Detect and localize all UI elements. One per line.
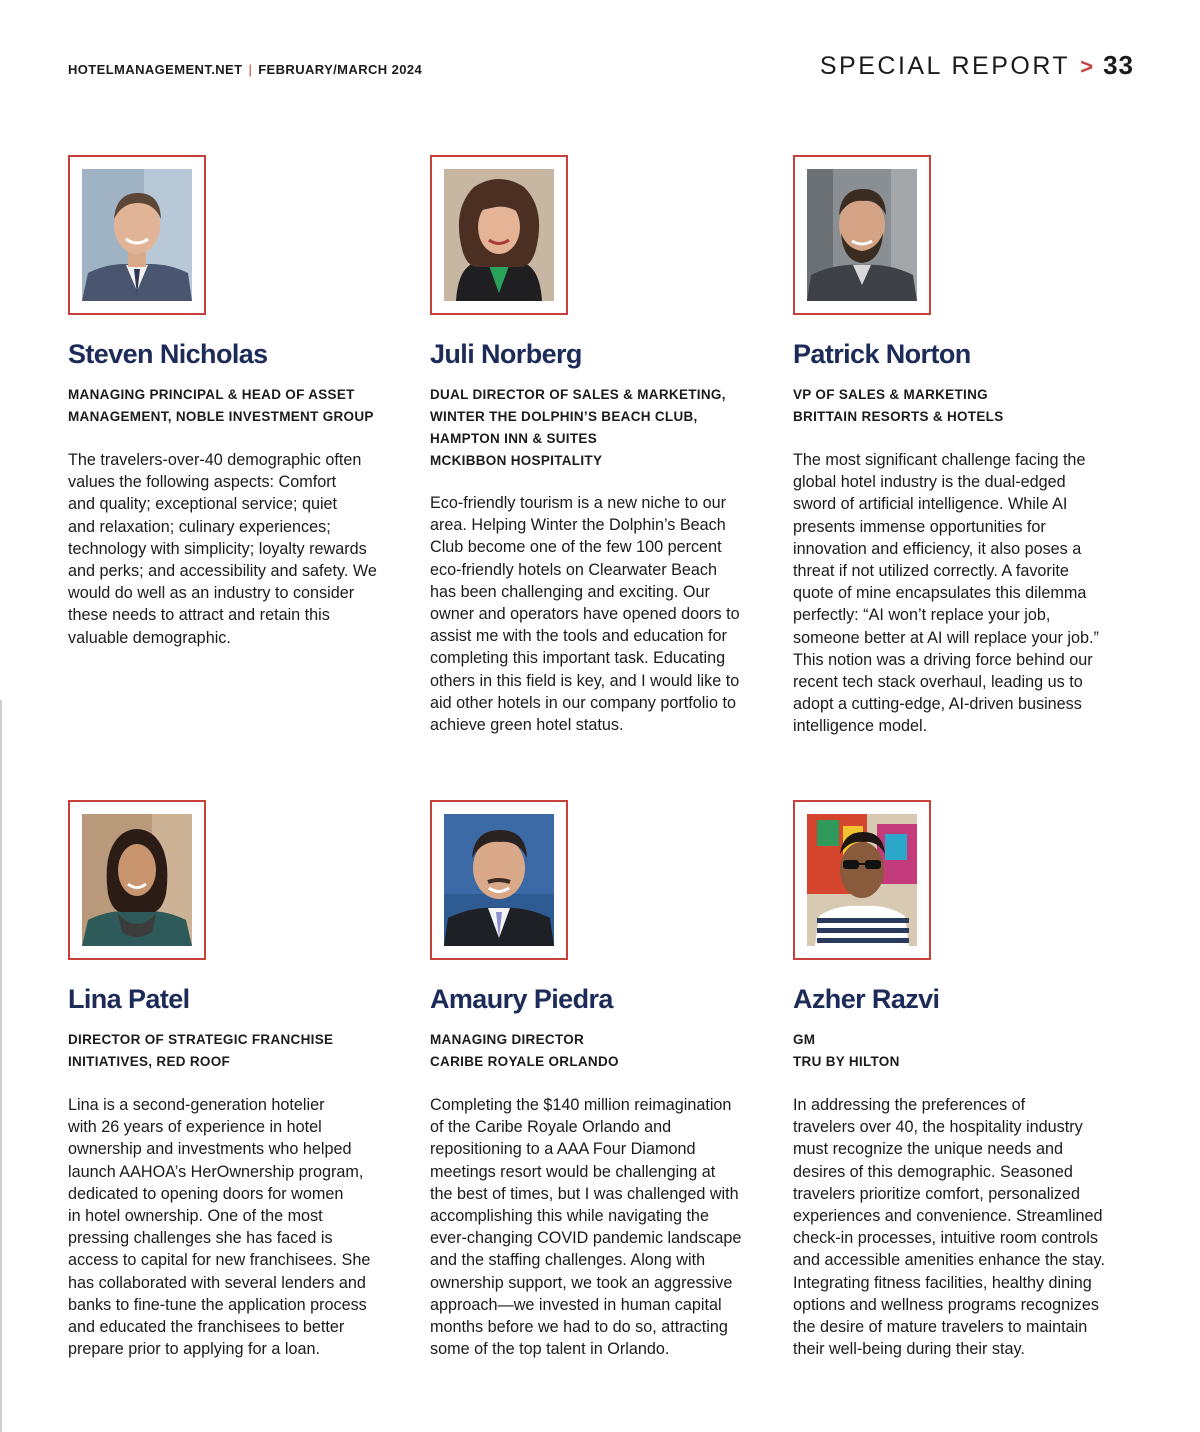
person-name: Steven Nicholas <box>68 339 268 369</box>
headshot-photo <box>444 814 554 946</box>
title-line: DIRECTOR OF STRATEGIC FRANCHISE <box>68 1032 334 1047</box>
person-bio: Lina is a second-generation hotelier with 26 years of experience in hotel ownership and investments who helped launch AAHOA’s HerOwnership program, dedicated to opening doors for women in hotel ownership. One of the most pressing challenges she has faced is access to capital for new franchisees. She has collaborated with several lenders and banks to fine-tune the application process and educated the franchisees to better prepare prior to applying for a loan. <box>68 1096 371 1359</box>
site-name: HOTELMANAGEMENT.NET <box>68 62 243 77</box>
headshot-frame <box>793 155 931 315</box>
issue-date: FEBRUARY/MARCH 2024 <box>258 62 423 77</box>
title-line: MANAGING PRINCIPAL & HEAD OF ASSET <box>68 387 355 402</box>
profile-card <box>793 155 1133 738</box>
section-indicator <box>820 50 1134 81</box>
page-header <box>68 50 1134 86</box>
person-title <box>68 384 408 428</box>
profile-card <box>430 155 770 736</box>
person-name: Patrick Norton <box>793 339 971 369</box>
chevron-right-icon: > <box>1080 54 1094 79</box>
headshot-photo <box>82 169 192 301</box>
person-name: Azher Razvi <box>793 984 940 1014</box>
headshot-frame <box>68 800 206 960</box>
section-label: SPECIAL REPORT <box>819 52 1071 80</box>
title-line: VP OF SALES & MARKETING <box>793 387 988 402</box>
headshot-photo <box>807 169 917 301</box>
headshot-photo <box>82 814 192 946</box>
profile-card <box>68 155 408 649</box>
headshot-frame <box>430 800 568 960</box>
title-line: WINTER THE DOLPHIN’S BEACH CLUB, <box>430 409 698 424</box>
person-bio: In addressing the preferences of travelers over 40, the hospitality industry must recognize the unique needs and desires of this demographic. Seasoned travelers prioritize comfort, personalized experiences and convenience. Streamlined check-in processes, intuitive room controls and accessible amenities enhance the stay. Integrating fitness facilities, healthy dining options and wellness programs recognizes the desire of mature travelers to maintain their well-being during their stay. <box>793 1096 1105 1359</box>
title-line: MCKIBBON HOSPITALITY <box>430 453 603 468</box>
title-line: CARIBE ROYALE ORLANDO <box>430 1054 619 1069</box>
person-bio: Completing the $140 million reimagination of the Caribe Royale Orlando and repositioning to a AAA Four Diamond meetings resort would be challenging at the best of times, but I was challenged with accomplishing this while navigating the ever-changing COVID pandemic landscape and the staffing challenges. Along with ownership support, we took an aggressive approach—we invested in human capital months before we had to do so, attracting some of the top talent in Orlando. <box>430 1096 742 1359</box>
title-line: TRU BY HILTON <box>793 1054 900 1069</box>
person-title <box>68 1029 408 1073</box>
title-line: MANAGING DIRECTOR <box>430 1032 585 1047</box>
person-bio: The travelers-over-40 demographic often values the following aspects: Comfort and quality; exceptional service; quiet and relaxation; culinary experiences; technology with simplicity; loyalty rewards and perks; and accessibility and safety. We would do well as an industry to consider these needs to attract and retain this valuable demographic. <box>68 451 377 647</box>
page-number: 33 <box>1103 50 1134 80</box>
headshot-frame <box>793 800 931 960</box>
headshot-photo <box>444 169 554 301</box>
title-line: INITIATIVES, RED ROOF <box>68 1054 231 1069</box>
header-divider: | <box>248 62 253 77</box>
person-title <box>430 384 770 472</box>
profile-card <box>793 800 1133 1360</box>
title-line: GM <box>793 1032 816 1047</box>
headshot-frame <box>68 155 206 315</box>
person-name: Lina Patel <box>68 984 190 1014</box>
person-bio: Eco-friendly tourism is a new niche to our area. Helping Winter the Dolphin’s Beach Club become one of the few 100 percent eco-friendly hotels on Clearwater Beach has been challenging and exciting. Our owner and operators have opened doors to assist me with the tools and education for completing this important task. Educating others in this field is key, and I would like to aid other hotels in our company portfolio to achieve green hotel status. <box>430 494 740 735</box>
person-title <box>793 1029 1133 1073</box>
person-title <box>430 1029 770 1073</box>
profile-card <box>430 800 770 1360</box>
title-line: HAMPTON INN & SUITES <box>430 431 598 446</box>
profile-card <box>68 800 408 1360</box>
title-line: DUAL DIRECTOR OF SALES & MARKETING, <box>430 387 726 402</box>
title-line: BRITTAIN RESORTS & HOTELS <box>793 409 1004 424</box>
headshot-frame <box>430 155 568 315</box>
person-title <box>793 384 1133 428</box>
person-name: Amaury Piedra <box>430 984 613 1014</box>
publication-info <box>68 62 422 77</box>
page-edge-rule <box>0 700 2 1432</box>
person-name: Juli Norberg <box>430 339 582 369</box>
title-line: MANAGEMENT, NOBLE INVESTMENT GROUP <box>68 409 374 424</box>
person-bio: The most significant challenge facing the global hotel industry is the dual-edged sword of artificial intelligence. While AI presents immense opportunities for innovation and efficiency, it also poses a threat if not utilized correctly. A favorite quote of mine encapsulates this dilemma perfectly: “AI won’t replace your job, someone better at AI will replace your job.” This notion was a driving force behind our recent tech stack overhaul, leading us to adopt a cutting-edge, AI-driven business intelligence model. <box>793 451 1099 736</box>
headshot-photo <box>807 814 917 946</box>
